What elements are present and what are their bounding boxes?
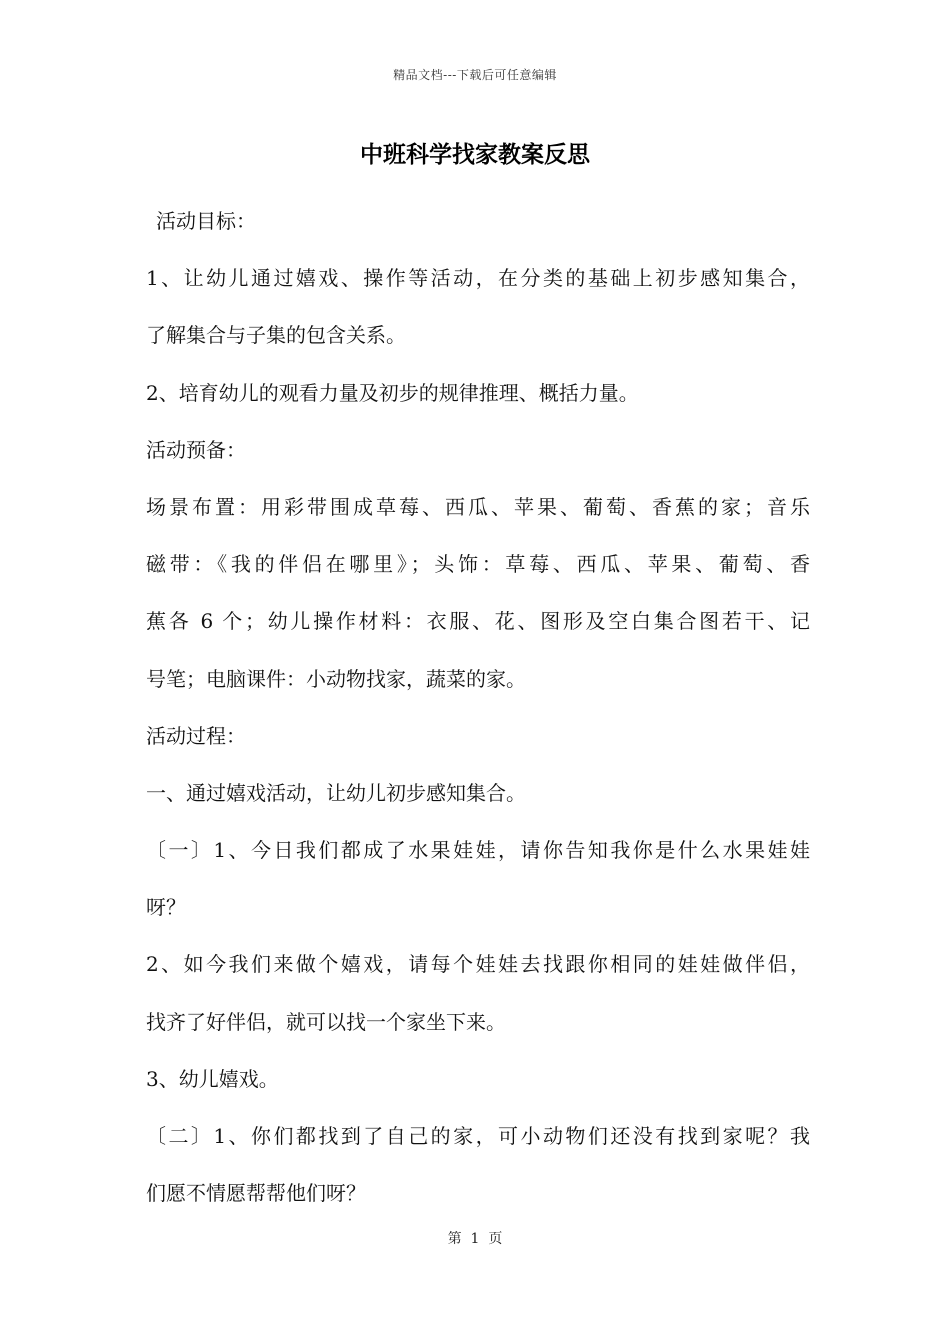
document-body — [146, 204, 810, 1233]
paragraph-line: 2、培育幼儿的观看力量及初步的规律推理、概括力量。 — [146, 380, 639, 405]
paragraph-line: 呀？ — [146, 895, 186, 920]
paragraph-line: 场景布置：用彩带围成草莓、西瓜、苹果、葡萄、香蕉的家；音乐 — [146, 494, 810, 519]
paragraph-line: 活动预备： — [146, 437, 246, 462]
paragraph-line: 1、让幼儿通过嬉戏、操作等活动，在分类的基础上初步感知集合， — [146, 266, 810, 291]
page-number: 1 — [470, 1231, 480, 1247]
footer-prefix: 第 — [447, 1231, 462, 1247]
paragraph-line: 蕉各 6 个；幼儿操作材料：衣服、花、图形及空白集合图若干、记 — [146, 609, 810, 634]
paragraph-line: 〔二〕1、你们都找到了自己的家，可小动物们还没有找到家呢？我 — [146, 1124, 810, 1148]
paragraph-line: 一、通过嬉戏活动，让幼儿初步感知集合。 — [146, 780, 526, 805]
paragraph-line: 们愿不情愿帮帮他们呀？ — [146, 1181, 366, 1206]
paragraph-line: 了解集合与子集的包含关系。 — [146, 323, 406, 348]
header-note: 精品文档---下载后可任意编辑 — [393, 68, 557, 82]
footer-suffix: 页 — [488, 1231, 503, 1247]
paragraph-line: 活动过程： — [146, 723, 246, 748]
paragraph-line: 2、如今我们来做个嬉戏，请每个娃娃去找跟你相同的娃娃做伴侣， — [146, 952, 810, 977]
paragraph-line: 活动目标： — [156, 209, 256, 233]
paragraph-line: 磁带：《我的伴侣在哪里》；头饰：草莓、西瓜、苹果、葡萄、香 — [146, 552, 810, 577]
paragraph-line: 3、幼儿嬉戏。 — [146, 1066, 279, 1091]
page-footer — [0, 1228, 950, 1248]
paragraph-line: 找齐了好伴侣，就可以找一个家坐下来。 — [146, 1009, 506, 1034]
document-title: 中班科学找家教案反思 — [360, 141, 590, 168]
paragraph-line: 〔一〕1、今日我们都成了水果娃娃，请你告知我你是什么水果娃娃 — [146, 838, 810, 863]
paragraph-line: 号笔；电脑课件：小动物找家，蔬菜的家。 — [146, 666, 526, 691]
